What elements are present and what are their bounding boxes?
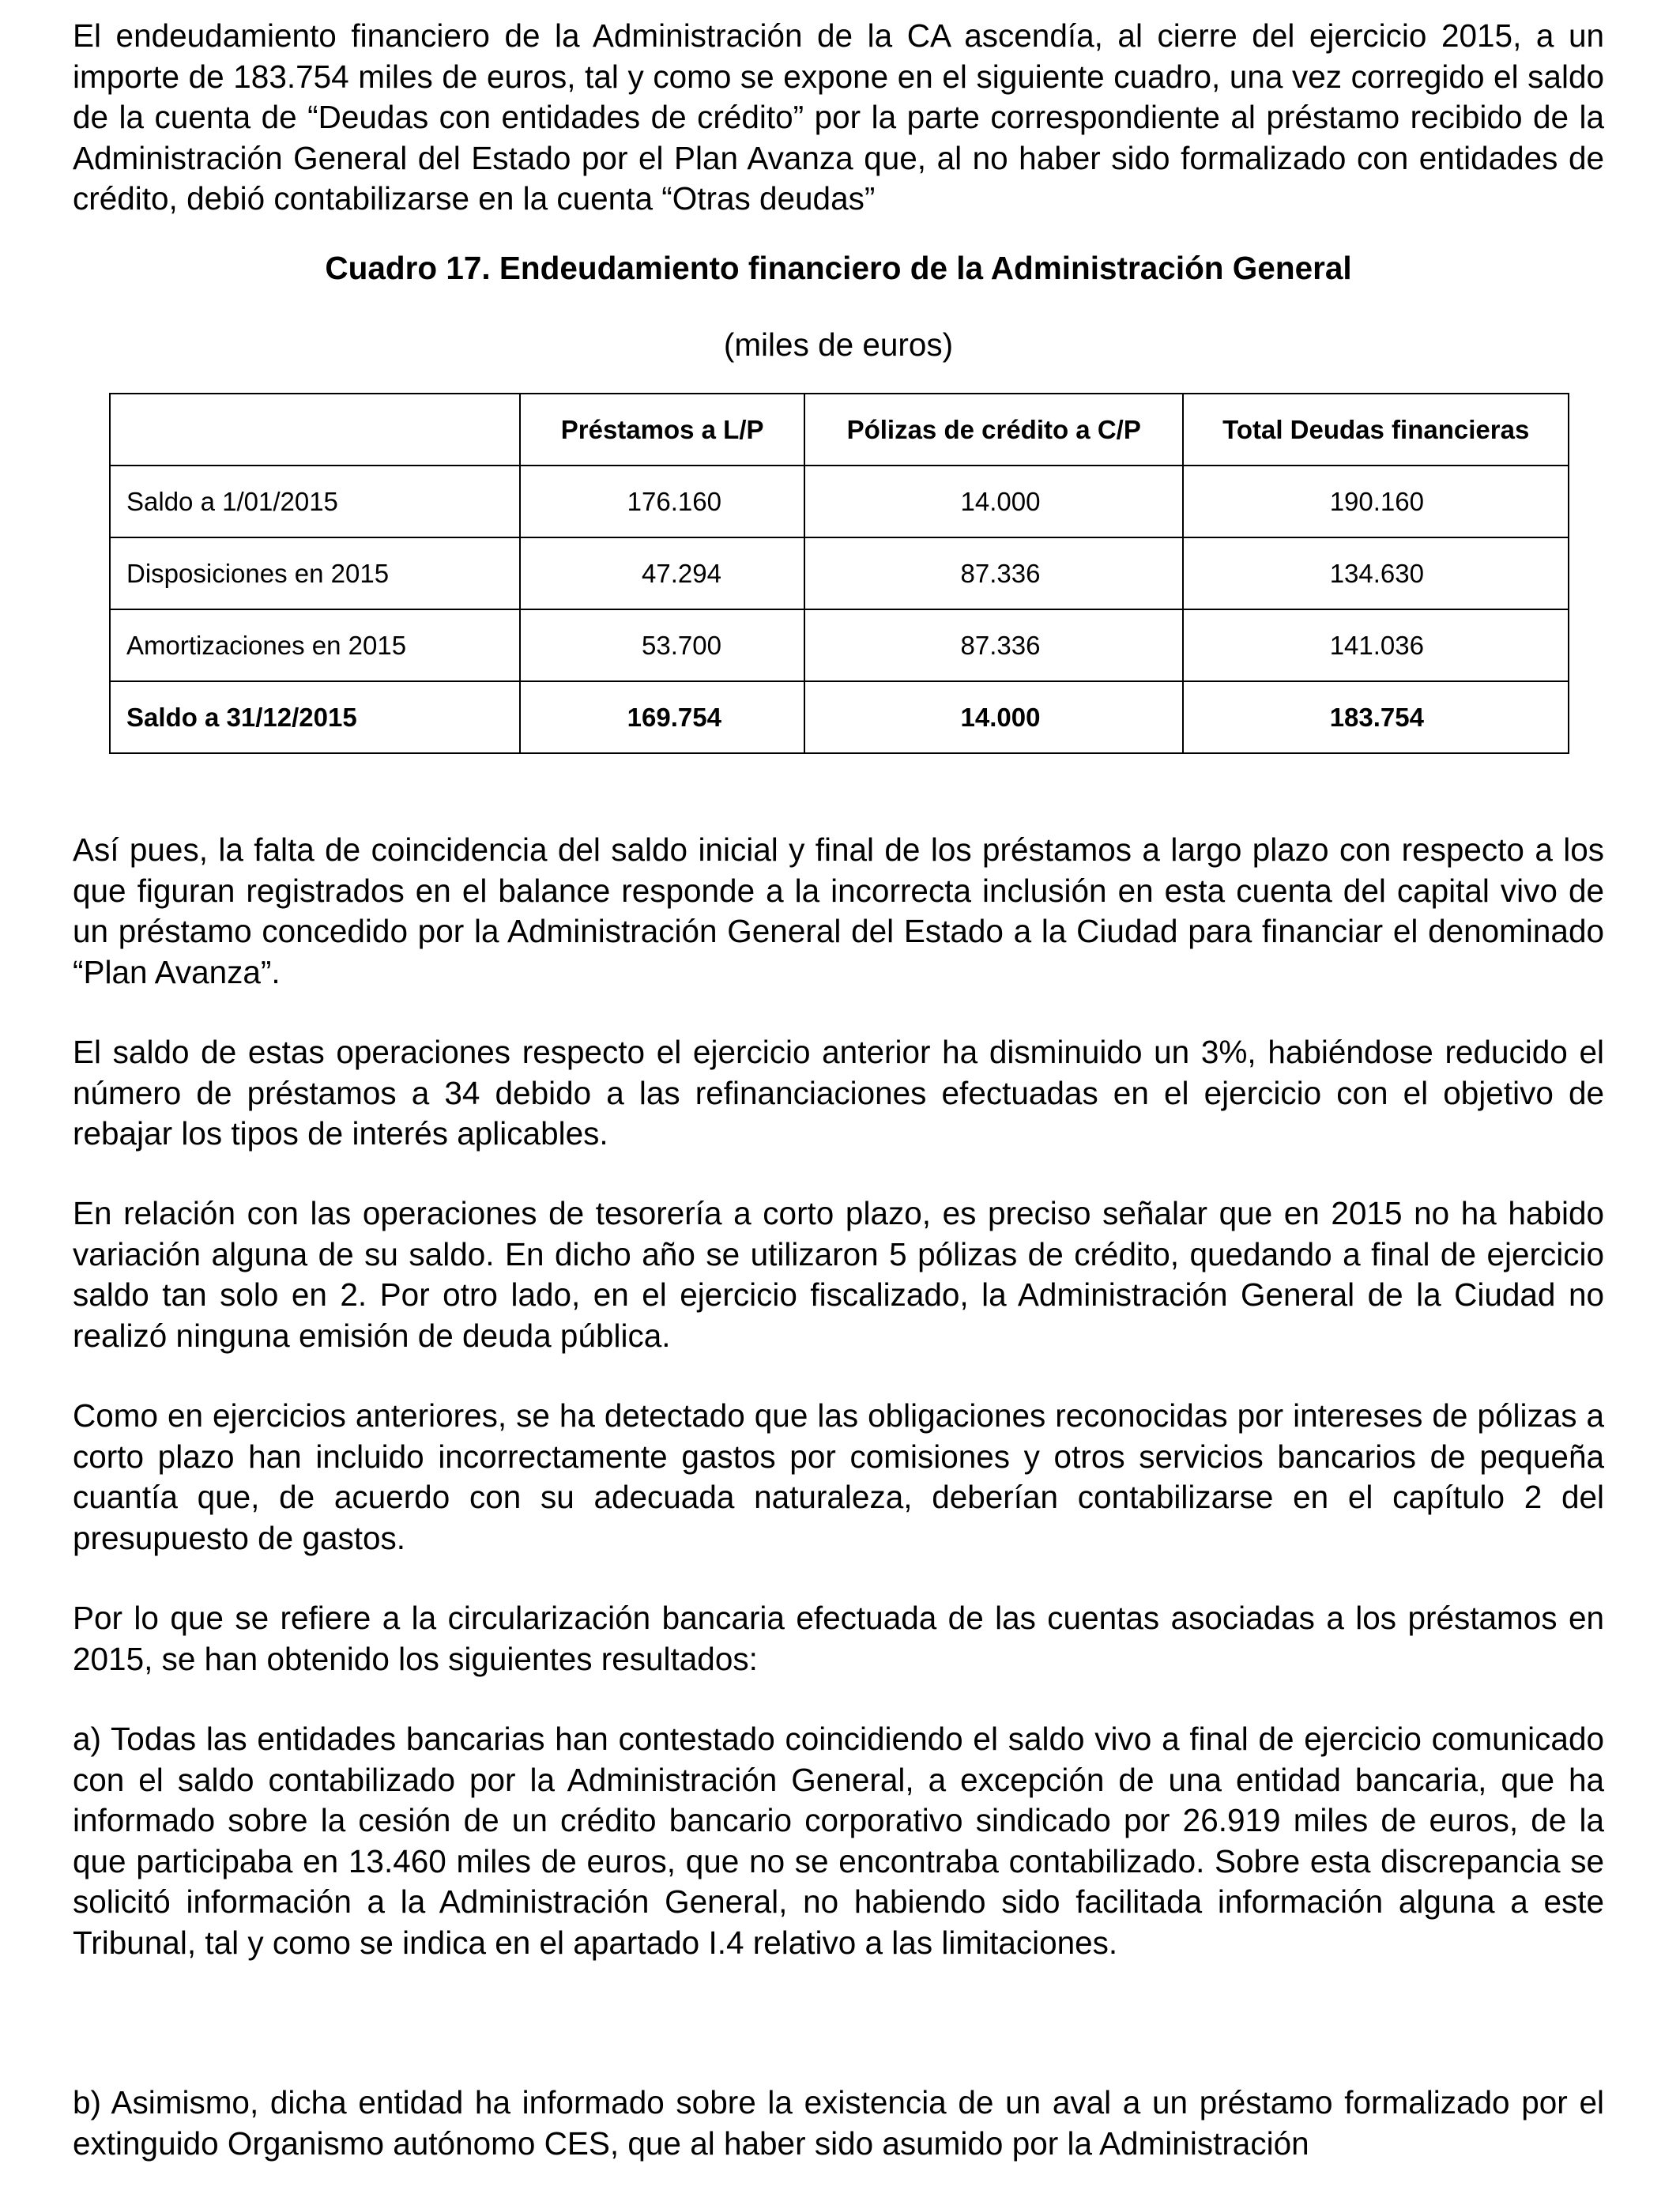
cell-polizas: 87.336	[804, 537, 1184, 609]
paragraph-plan-avanza: Así pues, la falta de coincidencia del saldo inicial y final de los préstamos a largo plazo con respecto a los que figuran registrados en el balance responde a la incorrecta inclusión en esta cuenta del capital vivo de un préstamo concedido por la Administración General del Estado a la Ciudad para financiar el denominado “Plan Avanza”.	[73, 831, 1604, 990]
row-label: Disposiciones en 2015	[110, 537, 520, 609]
cell-prestamos: 53.700	[520, 609, 804, 681]
debt-table	[109, 393, 1569, 754]
cell-prestamos: 176.160	[520, 466, 804, 537]
cell-total: 141.036	[1183, 609, 1569, 681]
header-cell-total: Total Deudas financieras	[1183, 394, 1569, 466]
paragraph-saldo-operaciones: El saldo de estas operaciones respecto el ejercicio anterior ha disminuido un 3%, habiéndose reducido el número de préstamos a 34 debido a las refinanciaciones efectuadas en el ejercicio con el objetivo de rebajar los tipos de interés aplicables.	[73, 1034, 1604, 1152]
cell-polizas: 87.336	[804, 609, 1184, 681]
table-row	[110, 537, 1569, 609]
cell-total: 134.630	[1183, 537, 1569, 609]
intro-paragraph: El endeudamiento financiero de la Administración de la CA ascendía, al cierre del ejercicio 2015, a un importe de 183.754 miles de euros, tal y como se expone en el siguiente cuadro, una vez corregido el saldo de la cuenta de “Deudas con entidades de crédito” por la parte correspondiente al préstamo recibido de la Administración General del Estado por el Plan Avanza que, al no haber sido formalizado con entidades de crédito, debió contabilizarse en la cuenta “Otras deudas”	[73, 17, 1604, 217]
paragraph-resultado-a: a) Todas las entidades bancarias han contestado coincidiendo el saldo vivo a final de ejercicio comunicado con el saldo contabilizado por la Administración General, a excepción de una entidad bancaria, que ha informado sobre la cesión de un crédito bancario corporativo sindicado por 26.919 miles de euros, de la que participaba en 13.460 miles de euros, que no se encontraba contabilizado. Sobre esta discrepancia se solicitó información a la Administración General, no habiendo sido facilitada información alguna a este Tribunal, tal y como se indica en el apartado I.4 relativo a las limitaciones.	[73, 1721, 1604, 1961]
table-caption: Cuadro 17. Endeudamiento financiero de la Administración General	[325, 250, 1352, 286]
table-header-row	[110, 394, 1569, 466]
cell-total: 183.754	[1183, 681, 1569, 753]
table-row	[110, 466, 1569, 537]
table-row	[110, 609, 1569, 681]
cell-prestamos: 169.754	[520, 681, 804, 753]
paragraph-tesoreria: En relación con las operaciones de tesorería a corto plazo, es preciso señalar que en 2015 no ha habido variación alguna de su saldo. En dicho año se utilizaron 5 pólizas de crédito, quedando a final de ejercicio saldo tan solo en 2. Por otro lado, en el ejercicio fiscalizado, la Administración General de la Ciudad no realizó ninguna emisión de deuda pública.	[73, 1195, 1604, 1354]
paragraph-obligaciones: Como en ejercicios anteriores, se ha detectado que las obligaciones reconocidas por intereses de pólizas a corto plazo han incluido incorrectamente gastos por comisiones y otros servicios bancarios de pequeña cuantía que, de acuerdo con su adecuada naturaleza, deberían contabilizarse en el capítulo 2 del presupuesto de gastos.	[73, 1397, 1604, 1556]
table-units: (miles de euros)	[723, 326, 954, 363]
row-label: Saldo a 31/12/2015	[110, 681, 520, 753]
row-label: Amortizaciones en 2015	[110, 609, 520, 681]
cell-polizas: 14.000	[804, 681, 1184, 753]
cell-polizas: 14.000	[804, 466, 1184, 537]
header-cell-empty	[110, 394, 520, 466]
table-total-row	[110, 681, 1569, 753]
paragraph-circularizacion: Por lo que se refiere a la circularización bancaria efectuada de las cuentas asociadas a los préstamos en 2015, se han obtenido los siguientes resultados:	[73, 1600, 1604, 1677]
row-label: Saldo a 1/01/2015	[110, 466, 520, 537]
paragraph-resultado-b: b) Asimismo, dicha entidad ha informado sobre la existencia de un aval a un préstamo formalizado por el extinguido Organismo autónomo CES, que al haber sido asumido por la Administración	[73, 2084, 1604, 2162]
cell-total: 190.160	[1183, 466, 1569, 537]
cell-prestamos: 47.294	[520, 537, 804, 609]
header-cell-polizas: Pólizas de crédito a C/P	[804, 394, 1184, 466]
header-cell-prestamos: Préstamos a L/P	[520, 394, 804, 466]
